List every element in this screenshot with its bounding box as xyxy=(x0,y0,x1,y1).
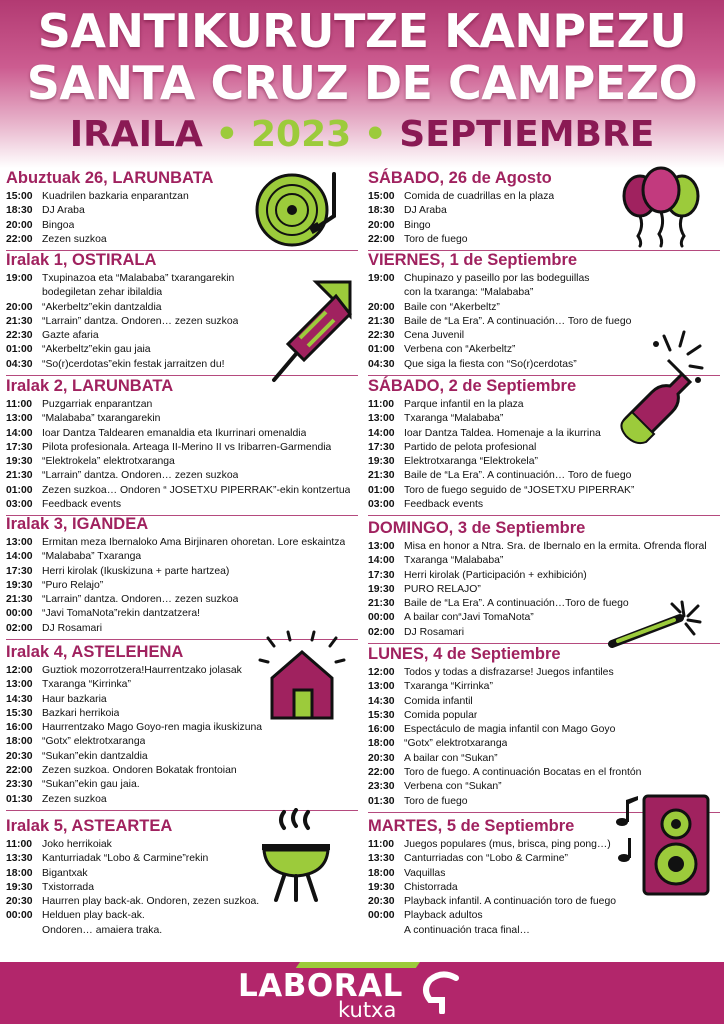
event-description: Parque infantil en la plaza xyxy=(404,399,524,410)
event-description: Chupinazo y paseillo por las bodeguillas xyxy=(404,273,590,284)
event-row xyxy=(368,680,724,694)
sponsor-logo-subtext: kutxa xyxy=(338,998,397,1022)
event-time: 03:00 xyxy=(368,499,395,511)
event-row xyxy=(6,441,362,455)
event-time: 04:30 xyxy=(368,358,395,370)
event-time: 11:00 xyxy=(368,399,395,410)
event-description: DJ Araba xyxy=(42,205,85,217)
event-row xyxy=(6,469,362,483)
sponsor-footer xyxy=(0,962,724,1024)
event-description: Toro de fuego seguido de “JOSETXU PIPERRAK” xyxy=(404,484,635,496)
grill-icon xyxy=(258,808,334,904)
event-time: 00:00 xyxy=(368,612,395,624)
speaker-music-icon xyxy=(614,792,712,898)
event-row xyxy=(6,536,362,550)
event-time: 22:30 xyxy=(368,330,395,342)
event-time: 20:00 xyxy=(6,301,33,313)
event-time: 20:30 xyxy=(368,752,395,764)
event-time: 01:00 xyxy=(6,484,33,496)
event-time: 13:30 xyxy=(6,853,33,865)
event-time: 22:30 xyxy=(6,330,33,342)
event-description: Pilota profesionala. Arteaga II-Merino II vs Iribarren-Garmendia xyxy=(42,441,332,453)
event-row xyxy=(6,398,362,412)
event-row xyxy=(6,764,362,778)
year: 2023 xyxy=(250,114,352,155)
day-heading: VIERNES, 1 de Septiembre xyxy=(368,251,578,269)
event-time: 02:00 xyxy=(6,622,33,634)
event-description: Txaranga “Malababa” xyxy=(404,413,504,425)
event-description: “Akerbeltz”ekin gau jaia xyxy=(42,344,151,356)
event-row xyxy=(368,766,724,780)
event-description: Helduen play back-ak. xyxy=(42,910,145,922)
event-row xyxy=(6,427,362,441)
event-row xyxy=(368,752,724,766)
event-time: 20:30 xyxy=(6,750,33,762)
event-description: Ioar Dantza Taldea. Homenaje a la ikurrina xyxy=(404,427,601,439)
event-row xyxy=(368,666,724,680)
event-time: 19:30 xyxy=(6,456,33,468)
event-description: Zezen suzkoa. Ondoren Bokatak frontoian xyxy=(42,765,237,777)
event-description: Toro de fuego. A continuación Bocatas en el frontón xyxy=(404,767,642,779)
event-row xyxy=(368,737,724,751)
event-time: 01:30 xyxy=(368,795,395,807)
event-time: 20:00 xyxy=(368,219,395,231)
event-description: Baile de “La Era”. A continuación…Toro de fuego xyxy=(404,598,629,610)
event-time: 22:00 xyxy=(368,233,395,245)
event-time: 19:30 xyxy=(368,456,395,468)
event-time: 17:30 xyxy=(368,569,395,581)
event-row xyxy=(368,272,724,286)
event-description: Txupinazoa eta “Malababa” txarangarekin xyxy=(42,273,235,284)
event-time: 15:00 xyxy=(6,191,33,202)
house-icon xyxy=(258,630,346,722)
event-description: DJ Rosamari xyxy=(42,622,103,634)
day-heading: MARTES, 5 de Septiembre xyxy=(368,817,575,835)
event-row xyxy=(6,550,362,564)
event-description: A bailar con“Javi TomaNota” xyxy=(404,612,534,624)
event-time: 00:00 xyxy=(368,910,395,922)
event-description: A continuación traca final… xyxy=(404,924,530,936)
event-description: “Larrain” dantza. Ondoren… zezen suzkoa xyxy=(42,315,239,327)
event-description: “Gotx” elektrotxaranga xyxy=(42,736,146,748)
event-time: 13:00 xyxy=(368,541,395,552)
event-description: Zezen suzkoa… Ondoren “ JOSETXU PIPERRAK”-ekin kontzertua xyxy=(42,484,351,496)
event-time: 11:00 xyxy=(6,399,33,410)
day-heading: Iralak 1, OSTIRALA xyxy=(6,251,157,269)
event-description: “Gotx” elektrotxaranga xyxy=(404,738,508,750)
event-description: “Malababa” Txaranga xyxy=(42,551,142,563)
event-time: 20:00 xyxy=(368,301,395,313)
event-description: Zezen suzkoa xyxy=(42,233,107,245)
event-description: Puzgarriak enparantzan xyxy=(42,399,153,410)
event-time: 22:00 xyxy=(368,767,395,779)
sparkler-icon xyxy=(608,598,702,650)
event-time: 13:30 xyxy=(368,853,395,865)
event-time: 18:00 xyxy=(6,867,33,879)
event-time: 20:30 xyxy=(6,896,33,908)
event-row xyxy=(6,735,362,749)
event-description: Toro de fuego xyxy=(404,795,468,807)
event-description: Haurren play back-ak. Ondoren, zezen suzkoa. xyxy=(42,896,260,908)
event-time: 18:30 xyxy=(368,205,395,217)
event-description: “Larrain” dantza. Ondoren… zezen suzkoa xyxy=(42,594,239,606)
separator-dot: • xyxy=(215,114,239,155)
month-basque: IRAILA xyxy=(69,114,203,155)
event-time: 03:00 xyxy=(6,499,33,511)
event-time: 15:30 xyxy=(6,707,33,719)
event-time: 13:00 xyxy=(368,681,395,693)
event-description: Ioar Dantza Taldearen emanaldia eta Ikurrinari omenaldia xyxy=(42,427,307,439)
event-description: Feedback events xyxy=(404,499,484,511)
title-spanish: SANTA CRUZ DE CAMPEZO xyxy=(26,56,698,110)
sponsor-logo-text: LABORAL xyxy=(238,968,403,1004)
event-description: Herri kirolak (Participación + exhibición) xyxy=(404,569,587,581)
event-description: Baile con “Akerbeltz” xyxy=(404,301,500,313)
event-description: Todos y todas a disfrazarse! Juegos infantiles xyxy=(404,667,614,678)
day-heading: DOMINGO, 3 de Septiembre xyxy=(368,519,586,537)
event-description: Cena Juvenil xyxy=(404,330,465,342)
event-time: 04:30 xyxy=(6,358,33,370)
title-basque: SANTIKURUTZE KANPEZU xyxy=(37,4,687,58)
day-heading: Abuztuak 26, LARUNBATA xyxy=(6,169,214,187)
event-description: Ondoren… amaiera traka. xyxy=(42,924,163,936)
day-heading: Iralak 3, IGANDEA xyxy=(6,515,149,533)
event-description: Bingo xyxy=(404,219,431,231)
event-time: 19:30 xyxy=(6,579,33,591)
event-row xyxy=(368,723,724,737)
event-time xyxy=(368,924,404,938)
event-row xyxy=(368,695,724,709)
event-time: 16:00 xyxy=(368,724,395,736)
event-time: 21:30 xyxy=(6,470,33,482)
event-description: Misa en honor a Ntra. Sra. de Ibernalo en la ermita. Ofrenda floral xyxy=(404,541,707,552)
event-time xyxy=(6,286,42,300)
event-time: 14:00 xyxy=(368,427,395,439)
event-row xyxy=(368,709,724,723)
day-heading: SÁBADO, 2 de Septiembre xyxy=(368,377,577,395)
event-description: “Javi TomaNota”rekin dantzatzera! xyxy=(42,608,201,620)
event-row xyxy=(368,315,724,329)
event-description: “Puro Relajo” xyxy=(42,579,104,591)
event-description: Comida popular xyxy=(404,709,478,721)
day-section-lunes-4-de-septiembre xyxy=(368,644,724,813)
event-description: Gazte afaria xyxy=(42,330,99,342)
day-heading: LUNES, 4 de Septiembre xyxy=(368,645,561,663)
event-time: 01:00 xyxy=(368,344,395,356)
event-time: 21:30 xyxy=(368,598,395,610)
event-description: Kanturriadak “Lobo & Carmine”rekin xyxy=(42,853,209,865)
event-description: “Malababa” txarangarekin xyxy=(42,413,161,425)
event-row xyxy=(6,484,362,498)
event-description: Txistorrada xyxy=(42,881,94,893)
event-description: “So(r)cerdotas”ekin festak jarraitzen du! xyxy=(42,358,225,370)
event-time: 01:00 xyxy=(368,484,395,496)
event-description: Verbena con “Akerbeltz” xyxy=(404,344,516,356)
event-row xyxy=(6,498,362,512)
event-time: 14:00 xyxy=(368,555,395,567)
event-time: 23:30 xyxy=(368,781,395,793)
event-time: 21:30 xyxy=(6,594,33,606)
event-row xyxy=(368,540,724,554)
event-row xyxy=(368,924,724,938)
event-row xyxy=(368,569,724,583)
event-row xyxy=(6,778,362,792)
event-time: 21:30 xyxy=(368,470,395,482)
event-row xyxy=(6,579,362,593)
event-time: 15:30 xyxy=(368,709,395,721)
event-row xyxy=(368,484,724,498)
event-description: Comida infantil xyxy=(404,695,473,707)
event-description: Kuadrilen bazkaria enparantzan xyxy=(42,191,189,202)
event-description: Elektrotxaranga “Elektrokela” xyxy=(404,456,538,468)
event-time: 21:30 xyxy=(6,315,33,327)
event-description: A bailar con “Sukan” xyxy=(404,752,498,764)
event-time: 00:00 xyxy=(6,608,33,620)
event-time: 12:00 xyxy=(368,667,395,678)
event-description: Txaranga “Malababa” xyxy=(404,555,504,567)
event-description: Espectáculo de magia infantil con Mago Goyo xyxy=(404,724,616,736)
event-time: 13:00 xyxy=(6,679,33,691)
event-time: 01:00 xyxy=(6,344,33,356)
event-time: 13:00 xyxy=(368,413,395,425)
event-description: Txaranga “Kirrinka” xyxy=(404,681,493,693)
event-description: Zezen suzkoa xyxy=(42,793,107,805)
event-time: 22:00 xyxy=(6,233,33,245)
event-row xyxy=(6,721,362,735)
event-time: 22:00 xyxy=(6,765,33,777)
laboral-kutxa-logo-icon xyxy=(422,970,462,1014)
event-time: 14:00 xyxy=(6,551,33,563)
event-row xyxy=(368,498,724,512)
event-time: 14:30 xyxy=(6,693,33,705)
event-time: 19:30 xyxy=(368,583,395,595)
event-description: Que siga la fiesta con “So(r)cerdotas” xyxy=(404,358,577,370)
event-row xyxy=(6,924,362,938)
event-time: 14:00 xyxy=(6,427,33,439)
event-time xyxy=(6,924,42,938)
event-time: 18:00 xyxy=(368,738,395,750)
event-time: 23:30 xyxy=(6,779,33,791)
day-heading: SÁBADO, 26 de Agosto xyxy=(368,169,552,187)
event-time: 14:30 xyxy=(368,695,395,707)
event-description: Juegos populares (mus, brisca, ping pong…) xyxy=(404,839,611,850)
event-row xyxy=(368,455,724,469)
event-description: Txaranga “Kirrinka” xyxy=(42,679,131,691)
event-description: Guztiok mozorrotzera!Haurrentzako jolasak xyxy=(42,665,242,676)
event-description: Baile de “La Era”. A continuación… Toro de fuego xyxy=(404,315,632,327)
event-description: “Akerbeltz”ekin dantzaldia xyxy=(42,301,162,313)
event-row xyxy=(368,909,724,923)
event-row xyxy=(6,607,362,621)
event-time: 11:00 xyxy=(6,839,33,850)
event-description: Ermitan meza Ibernaloko Ama Birjinaren ohoretan. Lore eskaintza xyxy=(42,537,346,548)
event-row xyxy=(6,909,362,923)
event-time: 19:30 xyxy=(368,881,395,893)
event-row xyxy=(6,793,362,807)
event-description: Joko herrikoiak xyxy=(42,839,112,850)
separator-dot: • xyxy=(363,114,387,155)
event-row xyxy=(6,455,362,469)
event-description: “Sukan”ekin dantzaldia xyxy=(42,750,148,762)
event-time: 21:30 xyxy=(368,315,395,327)
event-row xyxy=(6,593,362,607)
event-description: Herri kirolak (Ikuskizuna + parte hartzea) xyxy=(42,565,230,577)
event-time: 18:30 xyxy=(6,205,33,217)
event-description: Verbena con “Sukan” xyxy=(404,781,502,793)
event-time: 19:00 xyxy=(6,273,33,284)
event-time: 00:00 xyxy=(6,910,33,922)
event-time: 11:00 xyxy=(368,839,395,850)
event-row xyxy=(368,301,724,315)
event-row xyxy=(6,750,362,764)
event-row xyxy=(368,583,724,597)
event-time: 19:30 xyxy=(6,881,33,893)
event-description: Canturriadas con “Lobo & Carmine” xyxy=(404,853,569,865)
event-description: Partido de pelota profesional xyxy=(404,441,537,453)
event-time: 15:00 xyxy=(368,191,395,202)
event-description: con la txaranga: “Malababa” xyxy=(404,287,534,299)
event-time: 13:00 xyxy=(6,413,33,425)
day-heading: Iralak 5, ASTEARTEA xyxy=(6,817,173,835)
event-time: 12:00 xyxy=(6,665,33,676)
event-description: Vaquillas xyxy=(404,867,446,879)
event-time: 20:30 xyxy=(368,896,395,908)
event-time: 17:30 xyxy=(6,441,33,453)
date-subtitle xyxy=(0,114,724,155)
event-time: 13:00 xyxy=(6,537,33,548)
event-description: Baile de “La Era”. A continuación… Toro de fuego xyxy=(404,470,632,482)
event-time: 20:00 xyxy=(6,219,33,231)
event-description: bodegiletan zehar ibilaldia xyxy=(42,287,163,299)
event-description: PURO RELAJO” xyxy=(404,583,481,595)
event-time: 02:00 xyxy=(368,626,395,638)
event-row xyxy=(6,565,362,579)
event-row xyxy=(6,412,362,426)
event-time xyxy=(368,286,404,300)
event-description: “Elektrokela” elektrotxaranga xyxy=(42,456,175,468)
event-description: “Larrain” dantza. Ondoren… zezen suzkoa xyxy=(42,470,239,482)
event-description: Playback infantil. A continuación toro de fuego xyxy=(404,896,616,908)
event-time: 18:00 xyxy=(6,736,33,748)
event-description: Playback adultos xyxy=(404,910,483,922)
event-row xyxy=(368,469,724,483)
event-description: Haur bazkaria xyxy=(42,693,107,705)
month-spanish: SEPTIEMBRE xyxy=(399,114,655,155)
event-description: Toro de fuego xyxy=(404,233,468,245)
section-divider xyxy=(368,515,720,516)
event-time: 18:00 xyxy=(368,867,395,879)
day-heading: Iralak 2, LARUNBATA xyxy=(6,377,174,395)
day-section-iralak-3-igandea xyxy=(6,514,362,640)
day-section-iralak-2-larunbata xyxy=(6,376,362,516)
event-description: Feedback events xyxy=(42,499,122,511)
event-row xyxy=(368,554,724,568)
event-description: “Sukan”ekin gau jaia. xyxy=(42,779,140,791)
event-description: Haurrentzako Mago Goyo-ren magia ikuskizuna xyxy=(42,722,263,734)
event-time: 01:30 xyxy=(6,793,33,805)
event-description: Comida de cuadrillas en la plaza xyxy=(404,191,555,202)
event-time: 19:00 xyxy=(368,273,395,284)
event-description: DJ Rosamari xyxy=(404,626,465,638)
vinyl-turntable-icon xyxy=(254,170,340,248)
event-description: Bigantxak xyxy=(42,867,88,879)
event-description: Bazkari herrikoia xyxy=(42,707,120,719)
balloons-icon xyxy=(620,166,702,248)
event-description: Chistorrada xyxy=(404,881,458,893)
day-heading: Iralak 4, ASTELEHENA xyxy=(6,643,184,661)
event-time: 16:00 xyxy=(6,722,33,734)
event-row xyxy=(368,286,724,300)
event-description: DJ Araba xyxy=(404,205,447,217)
firework-rocket-icon xyxy=(270,276,356,384)
event-time: 17:30 xyxy=(368,441,395,453)
champagne-bottle-icon xyxy=(608,330,704,454)
event-time: 17:30 xyxy=(6,565,33,577)
event-description: Bingoa xyxy=(42,219,75,231)
